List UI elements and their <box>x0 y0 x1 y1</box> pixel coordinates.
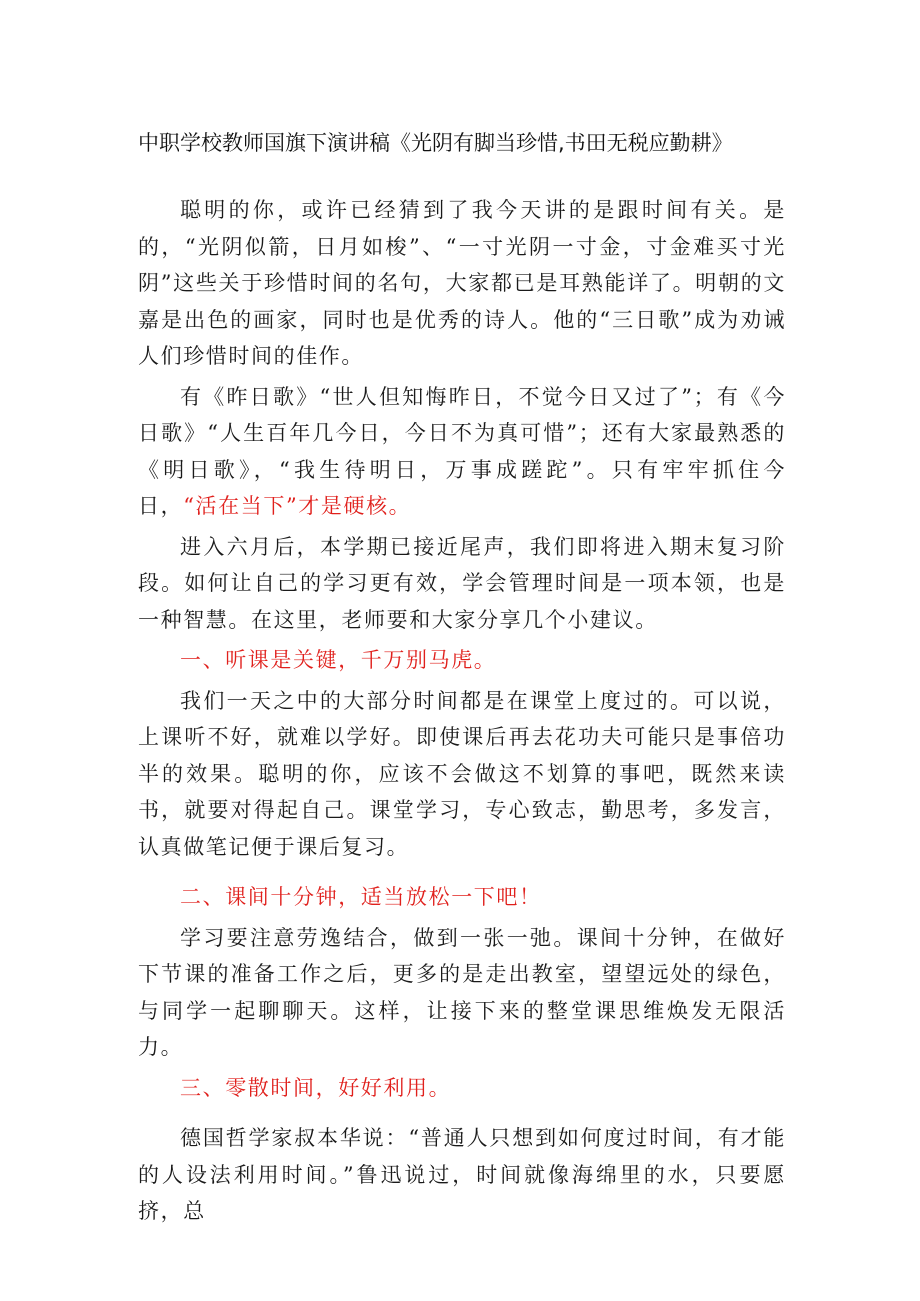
heading-spare-time: 三、零散时间，好好利用。 <box>180 1075 452 1100</box>
highlight-live-in-present: “活在当下”才是硬核。 <box>183 494 412 518</box>
paragraph-intro: 聪明的你，或许已经猜到了我今天讲的是跟时间有关。是的，“光阴似箭，日月如梭”、“一寸光阴一寸金，寸金难买寸光阴”这些关于珍惜时间的名句，大家都已是耳熟能详了。明朝的文嘉是出色的画家，同时也是优秀的诗人。他的“三日歌”成为劝诫人们珍惜时间的佳作。 <box>138 198 786 368</box>
paragraph-three-day-songs <box>138 379 786 525</box>
heading-listen-in-class: 一、听课是关键，千万别马虎。 <box>180 648 497 672</box>
paragraph-break-time: 学习要注意劳逸结合，做到一张一弛。课间十分钟，在做好下节课的准备工作之后，更多的是走出教室，望望远处的绿色，与同学一起聊聊天。这样，让接下来的整堂课思维焕发无限活力。 <box>138 925 786 1059</box>
paragraph-schopenhauer: 德国哲学家叔本华说：“普通人只想到如何度过时间，有才能的人设法利用时间。”鲁迅说过，时间就像海绵里的水，只要愿挤，总 <box>138 1126 786 1223</box>
paragraph-three-day-songs-text: 有《昨日歌》“世人但知悔昨日，不觉今日又过了”；有《今日歌》“人生百年几今日，今日不为真可惜”；还有大家最熟悉的《明日歌》，“我生待明日，万事成蹉跎”。只有牢牢抓住今日， <box>138 384 786 518</box>
heading-ten-minute-break: 二、课间十分钟，适当放松一下吧！ <box>180 885 542 909</box>
document-title: 中职学校教师国旗下演讲稿《光阴有脚当珍惜,书田无税应勤耕》 <box>138 131 733 155</box>
paragraph-june-review: 进入六月后，本学期已接近尾声，我们即将进入期末复习阶段。如何让自己的学习更有效，学会管理时间是一项本领，也是一种智慧。在这里，老师要和大家分享几个小建议。 <box>138 534 786 632</box>
document-body <box>138 192 786 1230</box>
paragraph-class-time: 我们一天之中的大部分时间都是在课堂上度过的。可以说，上课听不好，就难以学好。即使课后再去花功夫可能只是事倍功半的效果。聪明的你，应该不会做这不划算的事吧，既然来读书，就要对得起自己。课堂学习，专心致志，勤思考，多发言，认真做笔记便于课后复习。 <box>138 688 786 859</box>
